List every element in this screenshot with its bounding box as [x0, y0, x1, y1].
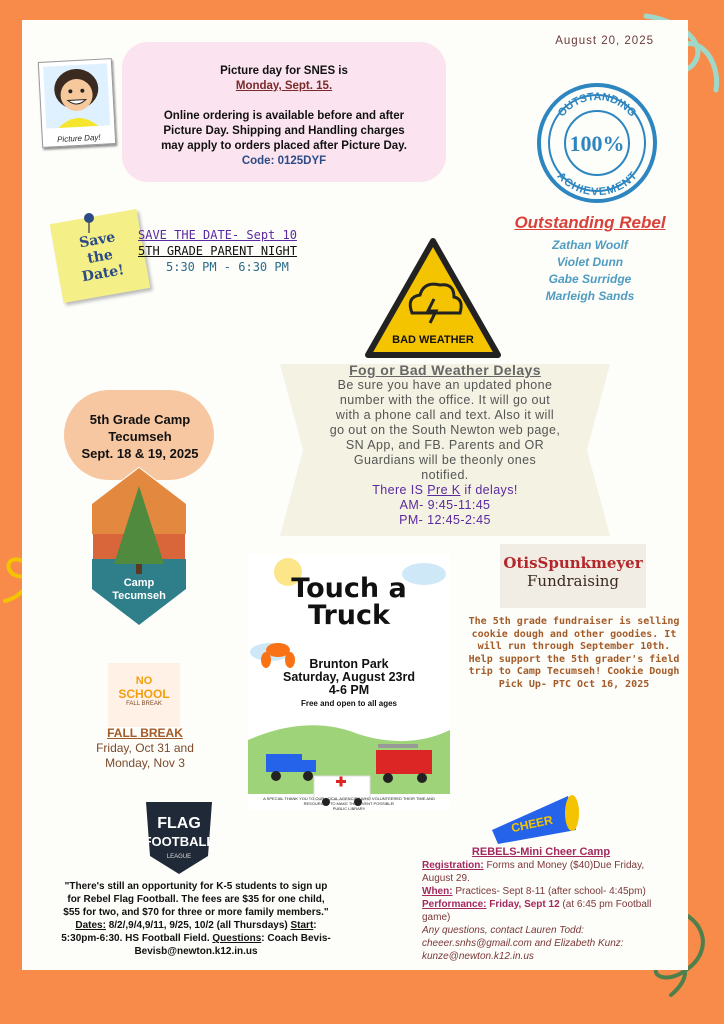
otis-logo-top: OtisSpunkmeyer [503, 554, 643, 572]
newsletter-page [22, 20, 688, 970]
fall-break-title: FALL BREAK [107, 726, 183, 740]
rebel-name: Violet Dunn [556, 255, 624, 269]
flag-logo-line3: LEAGUE [166, 854, 192, 860]
fog-line: SN App, and FB. Parents and OR [345, 438, 545, 452]
cheer-title: REBELS-Mini Cheer Camp [471, 846, 611, 858]
flag-dates-label: Dates: [75, 920, 106, 931]
fog-line: number with the office. It will go out [339, 393, 551, 407]
flag-intro: "There's still an opportunity for K-5 students to sign up for Rebel Flag Football. The fees are $35 for one child, $55 for two, and $70 for three or more family members." [63, 881, 329, 918]
badge-center-text: 100% [569, 131, 625, 156]
flag-questions-label: Questions [212, 933, 262, 944]
no-school-sign [108, 663, 180, 727]
registration-label: Registration: [422, 860, 484, 871]
fog-line: with a phone call and text. Also it will [335, 408, 555, 422]
flag-questions[interactable]: : Coach Bevis- Bevisb@newton.k12.in.us [134, 933, 331, 957]
picture-day-line2: Online ordering is available before and after [163, 110, 405, 122]
camp-logo-line2: Tecumseh [112, 590, 166, 602]
rebel-name: Marleigh Sands [545, 289, 635, 303]
touch-a-truck-details [248, 658, 450, 710]
fall-break-line1: Friday, Oct 31 and [96, 741, 194, 755]
otis-spunkmeyer-logo [500, 544, 646, 608]
picture-day-line1: Picture day for SNES is [220, 65, 348, 77]
note-word: the [86, 246, 115, 268]
save-the-date-note [50, 209, 151, 303]
parent-night-info [138, 227, 338, 275]
camp-line3: Sept. 18 & 19, 2025 [81, 446, 199, 461]
rebel-name: Gabe Surridge [548, 272, 632, 286]
fall-break-line2: Monday, Nov 3 [105, 756, 185, 770]
picture-day-code: Code: 0125DYF [241, 155, 327, 167]
fog-delay-text [290, 363, 600, 528]
truck-title-line1: Touch a [291, 573, 407, 604]
truck-title-line2: Truck [308, 600, 390, 631]
prek-suffix: if delays! [460, 483, 518, 497]
cheer-megaphone-icon [488, 790, 582, 850]
note-word: Date! [80, 262, 126, 286]
prek-am-time: AM- 9:45-11:45 [399, 498, 491, 512]
picture-day-box [122, 42, 446, 182]
rebel-name: Zathan Woolf [552, 238, 628, 252]
cheer-camp-info [422, 846, 660, 963]
flag-logo-line2: FOOTBALL [143, 834, 215, 849]
parent-night-event: 5TH GRADE PARENT NIGHT [138, 244, 297, 258]
when-text: Practices- Sept 8-11 (after school- 4:45pm) [452, 886, 646, 897]
prek-delay-line [290, 483, 600, 498]
flag-logo-line1: FLAG [157, 815, 201, 832]
otis-logo-bottom: Fundraising [527, 572, 619, 590]
truck-note: Free and open to all ages [300, 699, 398, 708]
truck-footer [254, 796, 444, 811]
camp-logo-line1: Camp [123, 577, 155, 589]
fog-line: go out on the South Newton web page, [329, 423, 561, 437]
camp-tecumseh-logo [88, 464, 190, 629]
performance-text: (at 6:45 pm Football game) [422, 899, 652, 923]
camp-info [60, 411, 220, 462]
svg-text:OUTSTANDING [556, 91, 639, 119]
outstanding-rebel-names [510, 237, 670, 305]
picture-day-caption: Picture Day! [56, 132, 101, 145]
flag-start: : 5:30pm-6:30. HS Football Field. [61, 920, 317, 944]
cheer-contact[interactable]: Any questions, contact Lauren Todd: cheeer.snhs@gmail.com and Elizabeth Kunz: kunze@newton.k12.in.us [422, 925, 624, 962]
bad-weather-warning-sign [362, 235, 504, 363]
camp-line2: Tecumseh [108, 429, 172, 444]
newsletter-date: August 20, 2025 [555, 35, 654, 47]
prek-prefix: There IS [372, 483, 428, 497]
truck-place: Brunton Park [309, 657, 389, 671]
pushpin-icon [82, 212, 96, 234]
truck-date: Saturday, August 23rd [283, 670, 415, 684]
no-school-line3: FALL BREAK [126, 701, 162, 707]
performance-day: Friday, Sept 12 [486, 899, 560, 910]
performance-label: Performance: [422, 899, 487, 910]
prek-pm-time: PM- 12:45-2:45 [399, 513, 491, 527]
note-word: Save [77, 229, 117, 252]
camp-line1: 5th Grade Camp [89, 412, 191, 427]
flag-start-label: Start [290, 920, 314, 931]
fog-line: Be sure you have an updated phone [337, 378, 553, 392]
when-label: When: [422, 886, 453, 897]
megaphone-text: CHEER [509, 812, 555, 836]
no-school-line2: SCHOOL [118, 687, 170, 701]
truck-time: 4-6 PM [328, 683, 370, 697]
truck-footer-library: PUBLIC LIBRARY [332, 806, 366, 811]
fog-line: Guardians will be theonly ones [353, 453, 537, 467]
fall-break-info [86, 726, 204, 771]
touch-a-truck-title [248, 575, 450, 629]
outstanding-achievement-badge [536, 82, 658, 204]
picture-day-photo-icon [38, 58, 116, 148]
fundraiser-text: The 5th grade fundraiser is selling cookie dough and other goodies. It will run through September 10th. Help support the 5th grader's field trip to Camp Tecumseh! Cookie Dough Pick Up- PTC Oct 16, 2025 [468, 616, 680, 690]
no-school-line1: NO [135, 675, 153, 687]
bad-weather-label: BAD WEATHER [392, 334, 474, 346]
save-date-title: SAVE THE DATE- Sept 10 [138, 228, 297, 242]
parent-night-time: 5:30 PM - 6:30 PM [166, 260, 289, 274]
prek-link[interactable]: Pre K [427, 483, 461, 497]
truck-footer-thanks: A SPECIAL THANK YOU TO OUR LOCAL AGENCIES WHO VOLUNTEERED THEIR TIME AND RESOURCES TO MAKE THIS EVENT POSSIBLE! [263, 796, 435, 806]
badge-top-text: OUTSTANDING [555, 90, 639, 120]
picture-day-date: Monday, Sept. 15. [235, 80, 333, 92]
fog-delay-title: Fog or Bad Weather Delays [349, 362, 541, 378]
badge-bottom-text: ACHIEVEMENT [554, 170, 640, 199]
flag-dates: 8/2/,9/4,9/11, 9/25, 10/2 (all Thursdays) [105, 920, 288, 931]
outstanding-rebel-title: Outstanding Rebel [514, 213, 666, 232]
child-face-icon [39, 59, 115, 133]
fog-line: notified. [421, 468, 469, 482]
flag-football-logo [138, 796, 220, 878]
picture-day-line3: Picture Day. Shipping and Handling charges [163, 125, 405, 137]
registration-text: Forms and Money ($40)Due Friday, August 29. [422, 860, 645, 884]
flag-football-info [58, 880, 334, 958]
picture-day-line4: may apply to orders placed after Picture Day. [161, 140, 407, 152]
